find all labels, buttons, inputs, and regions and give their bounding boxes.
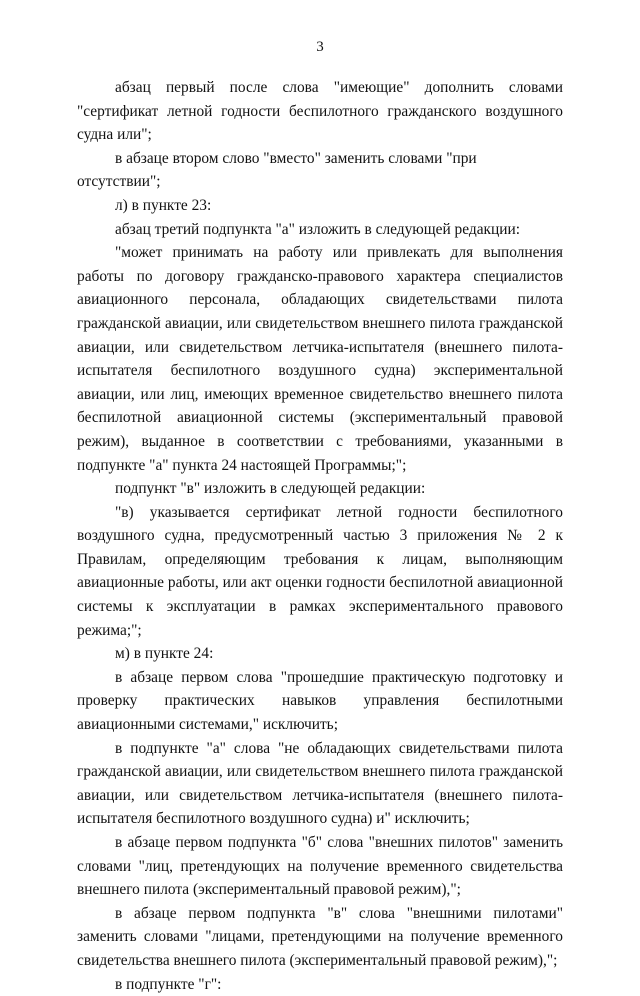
paragraph-5: "может принимать на работу или привлекать для выполнения работы по договору гражданско-правового характера специалистов авиационного персонала, обладающих свидетельствами пилота гражданской авиации, или свидетельством внешнего пилота гражданской авиации, или свидетельством летчика-испытателя (внешнего пилота-испытателя беспилотного воздушного судна) экспериментальной авиации, или лиц, имеющих временное свидетельство внешнего пилота беспилотной авиационной системы (экспериментальный правовой режим), выданное в соответствии с требованиями, указанными в подпункте "а" пункта 24 настоящей Программы;"; [77,244,563,474]
paragraph-8: м) в пункте 24: [115,645,214,663]
paragraph-12: в абзаце первом подпункта "в" слова "внешними пилотами" заменить словами "лицами, претендующими на получение временного свидетельства внешнего пилота (экспериментальный правовой режим),"; [77,904,563,969]
paragraph-2: в абзаце втором слово "вместо" заменить словами "при отсутствии"; [77,149,477,191]
paragraph-13: в подпункте "г": [115,975,222,993]
page-number: 3 [316,39,324,55]
paragraph-10: в подпункте "а" слова "не обладающих свидетельствами пилота гражданской авиации, или свидетельством внешнего пилота гражданской авиации, или свидетельством летчика-испытателя (внешнего пилота-испытателя беспилотного воздушного судна) и" исключить; [77,739,563,828]
paragraph-4: абзац третий подпункта "а" изложить в следующей редакции: [115,220,521,238]
paragraph-6: подпункт "в" изложить в следующей редакции: [115,480,426,498]
paragraph-1: абзац первый после слова "имеющие" дополнить словами "сертификат летной годности беспилотного гражданского воздушного судна или"; [77,79,563,144]
paragraph-7: "в) указывается сертификат летной годности беспилотного воздушного судна, предусмотренный частью 3 приложения № 2 к Правилам, определяющим требования к лицам, выполняющим авиационные работы, или акт оценки годности беспилотной авиационной системы к эксплуатации в рамках экспериментального правового режима;"; [77,503,563,639]
paragraph-9: в абзаце первом слова "прошедшие практическую подготовку и проверку практических навыков управления беспилотными авиационными системами," исключить; [77,668,563,734]
paragraph-3: л) в пункте 23: [115,196,212,214]
paragraph-11: в абзаце первом подпункта "б" слова "внешних пилотов" заменить словами "лиц, претендующих на получение временного свидетельства внешнего пилота (экспериментальный правовой режим),"; [77,834,563,899]
document-body [77,76,563,996]
